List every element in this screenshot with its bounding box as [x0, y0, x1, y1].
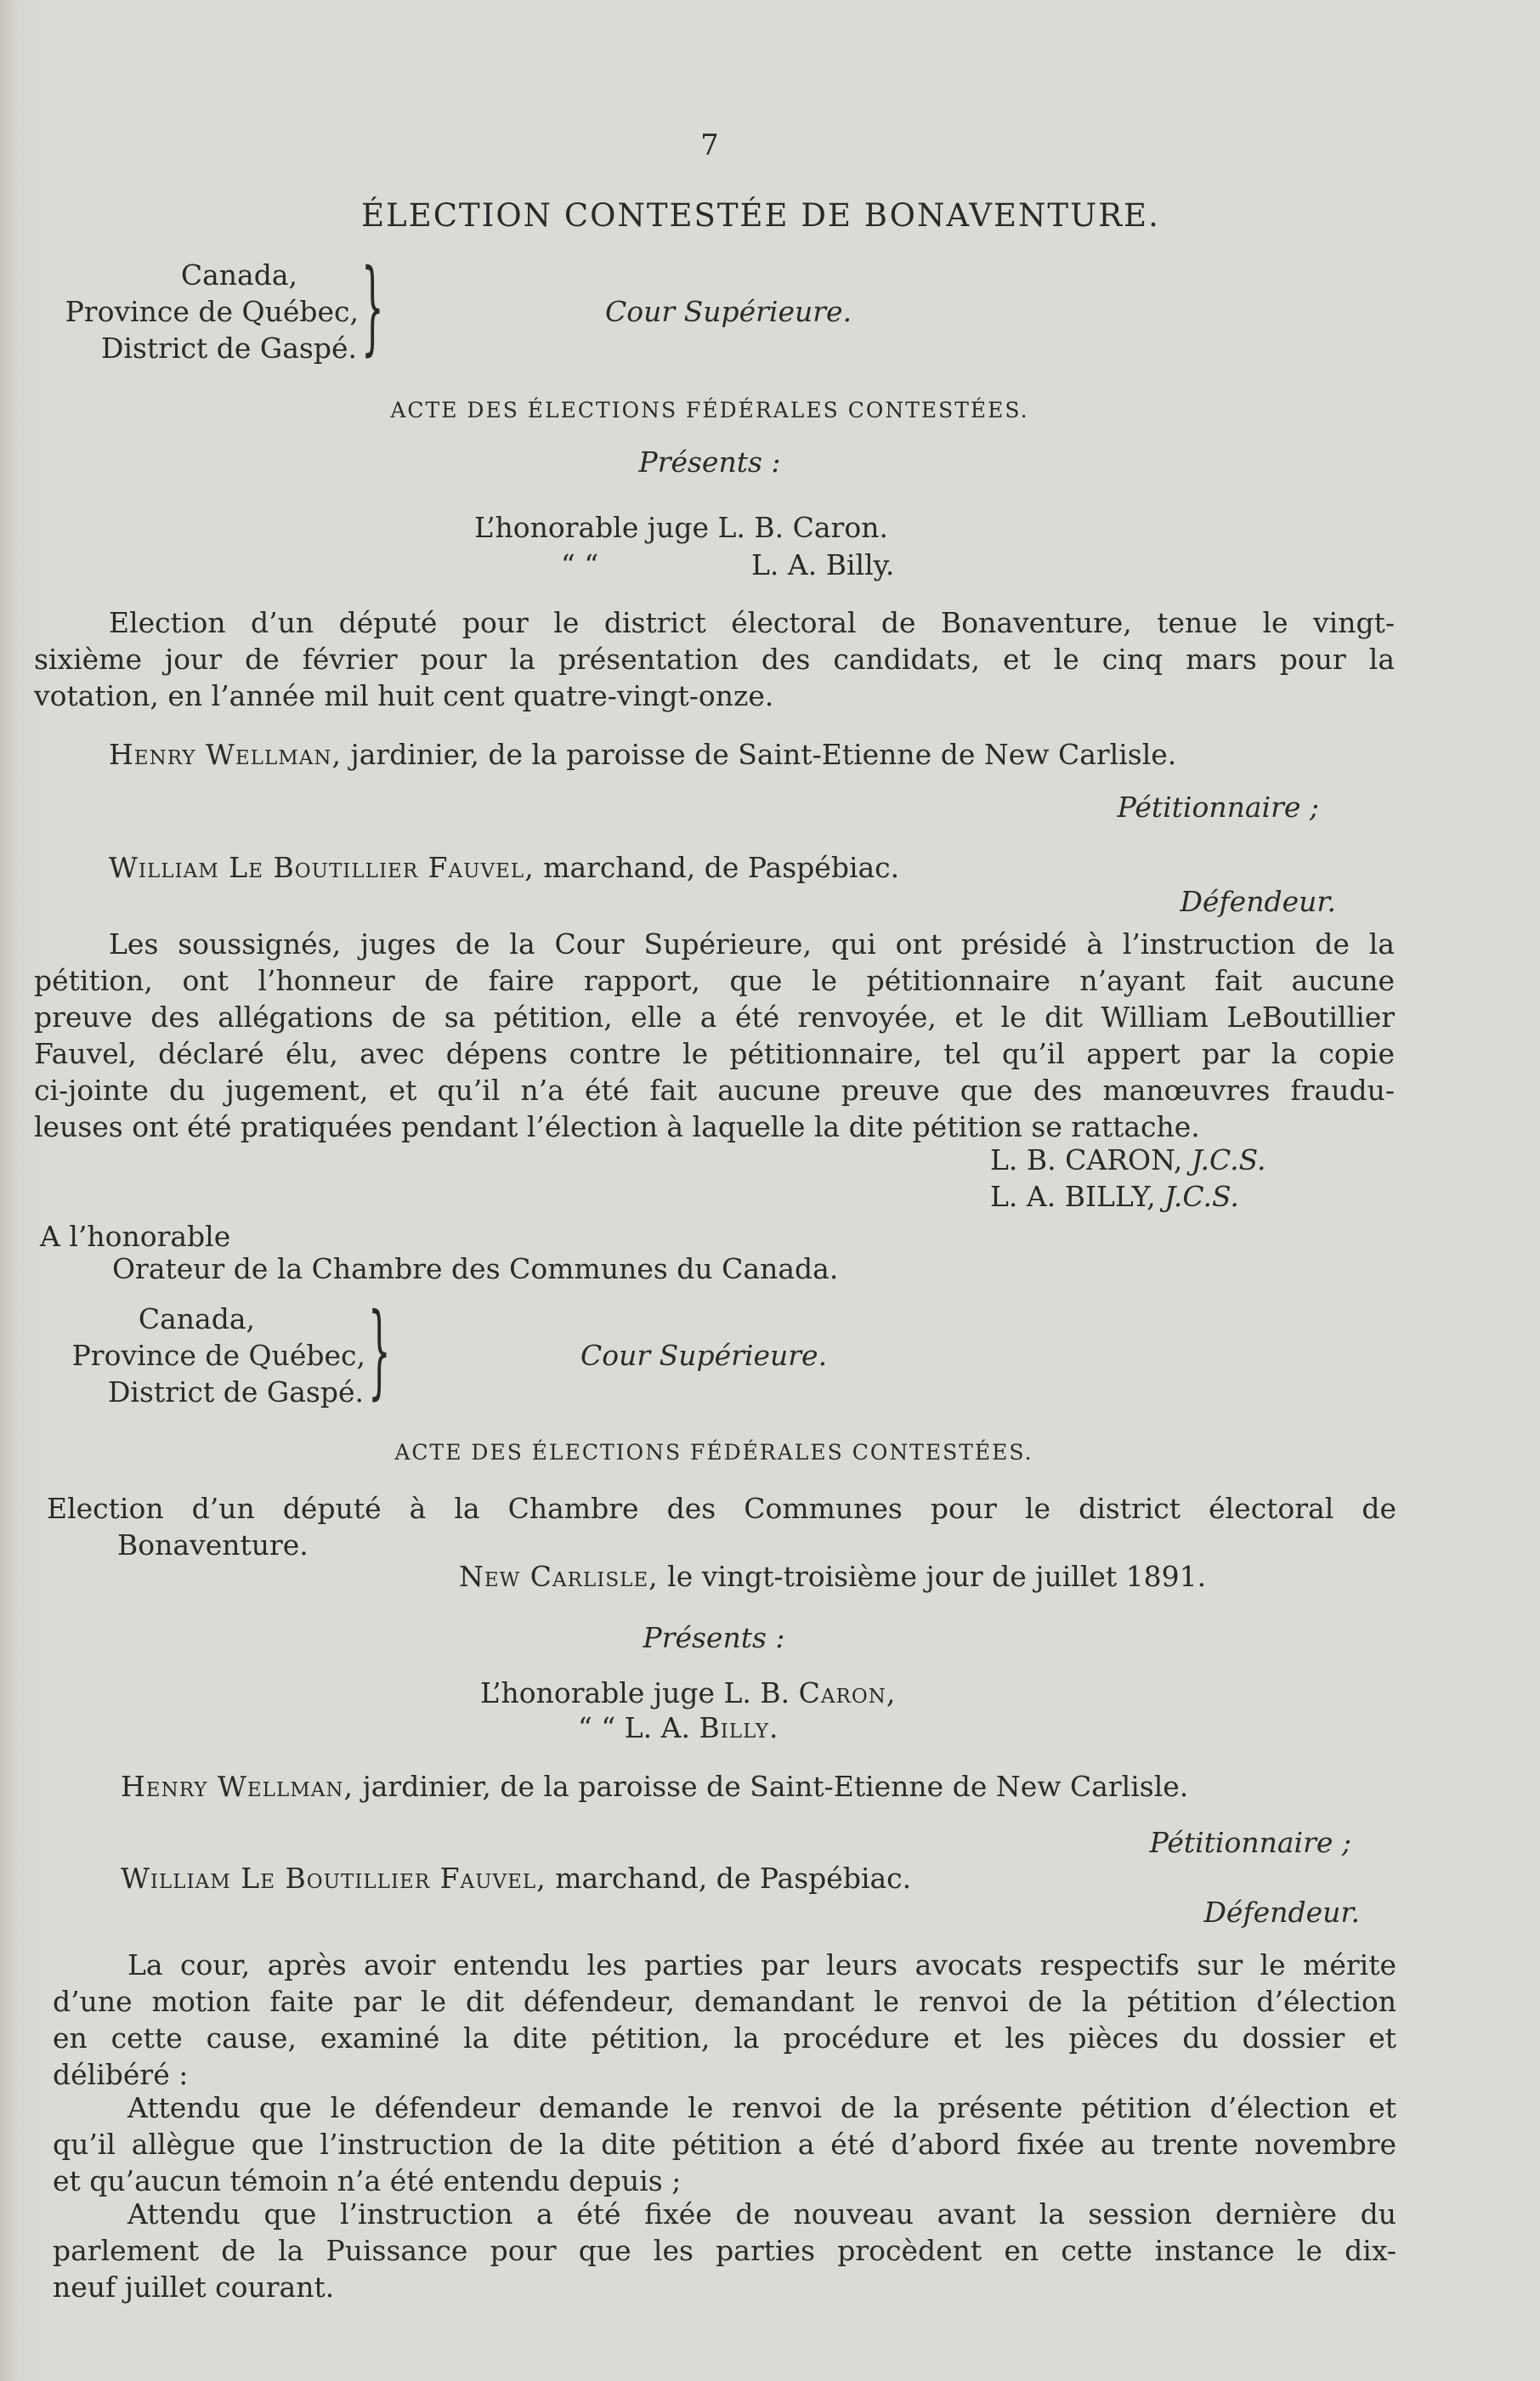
paragraph-line: et qu’aucun témoin n’a été entendu depuis ; [53, 2164, 682, 2197]
defendant-name: William Le Boutillier Fauvel, [121, 1862, 546, 1895]
paragraph-line: La cour, après avoir entendu les parties par leurs avocats respectifs sur le mérite [127, 1948, 1396, 1981]
paragraph-line: neuf juillet courant. [53, 2270, 335, 2304]
judge-2-name: Billy. [699, 1711, 779, 1744]
signature-1-name: L. B. CARON, [990, 1143, 1183, 1176]
paragraph-line: sixième jour de février pour la présentation des candidats, et le cinq mars pour la [34, 643, 1395, 676]
venue-line-3: District de Gaspé. [107, 1375, 364, 1409]
signature-2-name: L. A. BILLY, [990, 1180, 1156, 1213]
date-text: le vingt-troisième jour de juillet 1891. [667, 1560, 1207, 1593]
petitioner-name: Henry Wellman, [109, 738, 343, 771]
defendant-line [121, 1861, 911, 1896]
petitioner-name: Henry Wellman, [121, 1770, 354, 1803]
place-name: New Carlisle, [459, 1560, 659, 1593]
paragraph-line: en cette cause, examiné la dite pétition, la procédure et les pièces du dossier et [53, 2021, 1396, 2055]
judge-2-prefix: L. A. [624, 1711, 690, 1744]
paragraph-line: parlement de la Puissance pour que les parties procèdent en cette instance le dix- [53, 2234, 1396, 2267]
petitioner-description: jardinier, de la paroisse de Saint-Etienne de New Carlisle. [362, 1770, 1189, 1803]
place-date-line [459, 1559, 1206, 1595]
paragraph-line: qu’il allègue que l’instruction de la dite pétition a été d’abord fixée au trente novembre [53, 2128, 1396, 2161]
petitioner-role: Pétitionnaire ; [1149, 1826, 1351, 1859]
paragraph-line: Les soussignés, juges de la Cour Supérieure, qui ont présidé à l’instruction de la [109, 927, 1395, 961]
judge-ditto-1: “ “ [561, 548, 599, 581]
defendant-name: William Le Boutillier Fauvel, [109, 851, 535, 884]
paragraph-line: délibéré : [53, 2058, 189, 2091]
presents-heading: Présents : [643, 1621, 785, 1654]
judge-line-2 [578, 1710, 779, 1746]
venue-line-2: Province de Québec, [65, 295, 359, 328]
signature-2 [990, 1179, 1239, 1215]
signature-2-title: J.C.S. [1164, 1180, 1239, 1213]
act-heading: ACTE DES ÉLECTIONS FÉDÉRALES CONTESTÉES. [394, 1440, 1033, 1465]
page-title: ÉLECTION CONTESTÉE DE BONAVENTURE. [361, 197, 1160, 234]
paragraph-line: Election d’un député à la Chambre des Communes pour le district électoral de [47, 1492, 1396, 1525]
act-heading: ACTE DES ÉLECTIONS FÉDÉRALES CONTESTÉES. [390, 398, 1029, 422]
venue-line-3: District de Gaspé. [100, 332, 357, 365]
address-line-2: Orateur de la Chambre des Communes du Canada. [112, 1252, 839, 1285]
paragraph-line: Bonaventure. [117, 1528, 309, 1562]
paragraph-line: pétition, ont l’honneur de faire rapport, que le pétitionnaire n’ayant fait aucune [34, 964, 1395, 997]
venue-line-2: Province de Québec, [71, 1339, 365, 1372]
judge-line-1: L’honorable juge L. B. Caron. [474, 511, 888, 544]
defendant-line [109, 850, 899, 886]
paragraph-line: Attendu que l’instruction a été fixée de nouveau avant la session dernière du [127, 2197, 1396, 2231]
address-line-1: A l’honorable [40, 1220, 231, 1253]
paragraph-line: preuve des allégations de sa pétition, elle a été renvoyée, et le dit William LeBoutillier [34, 1001, 1395, 1034]
court-name: Cour Supérieure. [580, 1339, 828, 1372]
defendant-role: Défendeur. [1203, 1896, 1360, 1929]
page-number: 7 [700, 128, 719, 162]
presents-heading: Présents : [638, 445, 781, 479]
signature-1-title: J.C.S. [1191, 1143, 1266, 1176]
petitioner-line [109, 737, 1176, 773]
paragraph-line: Attendu que le défendeur demande le renvoi de la présente pétition d’élection et [127, 2091, 1396, 2124]
judge-1-prefix: L’honorable juge L. B. [480, 1676, 790, 1709]
signature-1 [990, 1142, 1266, 1178]
petitioner-role: Pétitionnaire ; [1117, 791, 1319, 824]
venue-brace: } [368, 1292, 391, 1410]
paragraph-line: leuses ont été pratiquées pendant l’élection à laquelle la dite pétition se rattache. [34, 1110, 1200, 1143]
paragraph-line: Election d’un député pour le district électoral de Bonaventure, tenue le vingt- [109, 606, 1395, 639]
paragraph-line: votation, en l’année mil huit cent quatre-vingt-onze. [34, 679, 774, 712]
paragraph-line: Fauvel, déclaré élu, avec dépens contre le pétitionnaire, tel qu’il appert par la copie [34, 1037, 1395, 1070]
judge-1-name: Caron, [798, 1676, 897, 1709]
petitioner-description: jardinier, de la paroisse de Saint-Etienne de New Carlisle. [350, 738, 1177, 771]
defendant-role: Défendeur. [1180, 885, 1336, 918]
court-name: Cour Supérieure. [605, 295, 852, 328]
venue-brace: } [361, 248, 384, 366]
venue-line-1: Canada, [138, 1302, 255, 1335]
venue-line-1: Canada, [180, 258, 297, 292]
judge-ditto-2: “ “ [578, 1711, 616, 1744]
petitioner-line [121, 1769, 1188, 1805]
paragraph-line: ci-jointe du jugement, et qu’il n’a été fait aucune preuve que des manœuvres fraudu- [34, 1074, 1395, 1107]
defendant-description: marchand, de Paspébiac. [543, 851, 900, 884]
defendant-description: marchand, de Paspébiac. [555, 1862, 912, 1895]
judge-line-1 [480, 1675, 896, 1711]
paragraph-line: d’une motion faite par le dit défendeur, demandant le renvoi de la pétition d’élection [53, 1985, 1396, 2018]
judge-line-2: L. A. Billy. [751, 548, 895, 581]
